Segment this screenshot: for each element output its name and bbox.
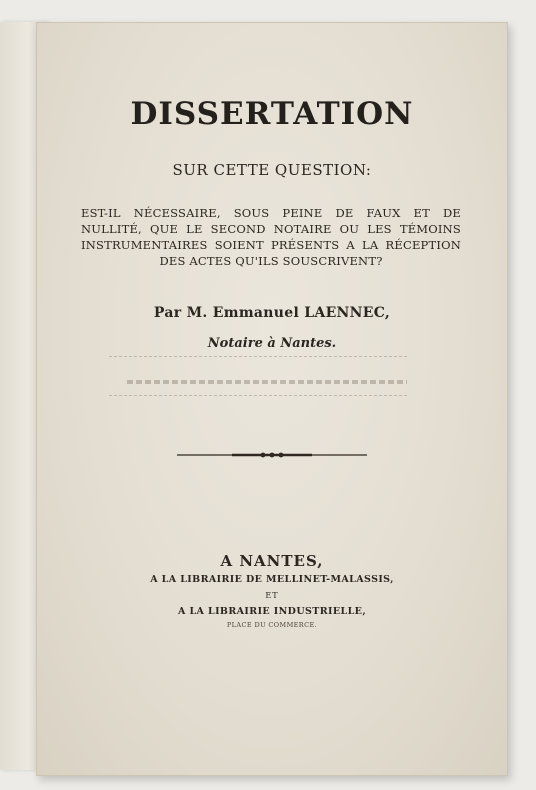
imprint-place: A NANTES, (220, 552, 324, 570)
document-title: DISSERTATION (130, 96, 414, 132)
imprint-publisher-2: A LA LIBRAIRIE INDUSTRIELLE, (177, 606, 367, 617)
imprint-conjunction: ET (265, 591, 279, 600)
ornament-rule-icon (177, 450, 367, 460)
dissertation-question: EST-IL NÉCESSAIRE, SOUS PEINE DE FAUX ET DE NULLITÉ, QUE LE SECOND NOTAIRE OU LES TÉMOINS INSTRUMENTAIRES SOIENT PRÉSENTS A LA RÉCEPTION DES ACTES QU'ILS SOUSCRIVENT? (81, 206, 461, 268)
imprint-publisher-1: A LA LIBRAIRIE DE MELLINET-MALASSIS, (150, 574, 394, 585)
faded-stamp-text (127, 380, 407, 384)
title-page (36, 22, 508, 776)
document-subtitle: SUR CETTE QUESTION: (172, 161, 372, 179)
author-byline: Par M. Emmanuel LAENNEC, (153, 305, 391, 321)
imprint-address: PLACE DU COMMERCE. (226, 621, 318, 629)
author-role: Notaire à Nantes. (207, 336, 337, 351)
faded-stamp (109, 356, 407, 396)
